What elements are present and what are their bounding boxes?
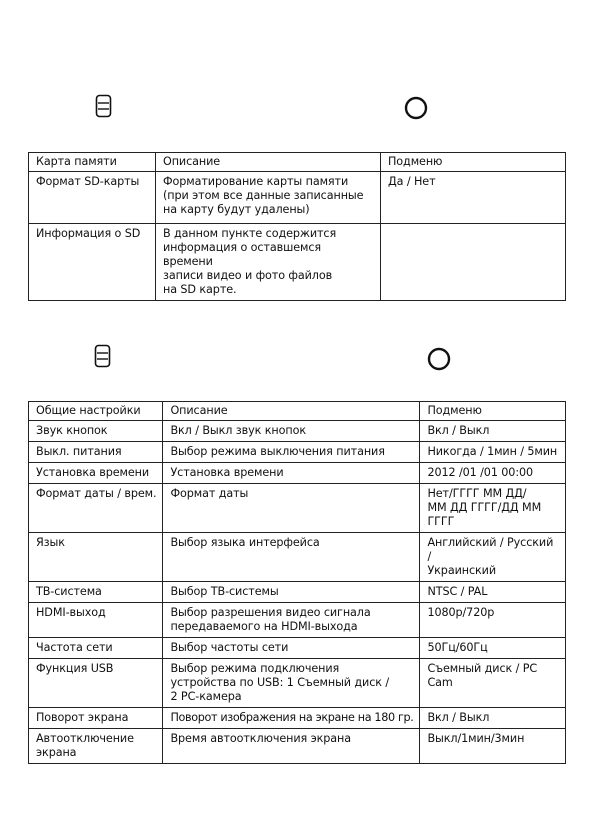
setting-name: Звук кнопок [29,421,163,442]
setting-description: Формат даты [163,484,420,533]
setting-description: Установка времени [163,463,420,484]
setting-options: Нет/ГГГГ ММ ДД/ ММ ДД ГГГГ/ДД ММ ГГГГ [420,484,566,533]
setting-options: 50Гц/60Гц [420,638,566,659]
setting-name: Формат даты / врем. [29,484,163,533]
setting-name: HDMI-выход [29,603,163,638]
setting-name: Информация о SD [29,224,156,301]
setting-name: ТВ-система [29,582,163,603]
setting-options: Вкл / Выкл [420,421,566,442]
setting-description: Форматирование карты памяти (при этом все данные записанные на карту будут удалены) [156,172,381,224]
setting-options: Выкл/1мин/3мин [420,729,566,764]
table-row [29,224,566,301]
setting-name: Автоотключение экрана [29,729,163,764]
column-header: Подменю [381,153,566,172]
table-row [29,603,566,638]
setting-name: Поворот экрана [29,708,163,729]
table-row [29,533,566,582]
setting-description: Выбор языка интерфейса [163,533,420,582]
column-header: Общие настройки [29,402,163,421]
table-row [29,659,566,708]
setting-options: Да / Нет [381,172,566,224]
setting-description: Поворот изображения на экране на 180 гр. [163,708,420,729]
setting-options [381,224,566,301]
setting-options: Никогда / 1мин / 5мин [420,442,566,463]
table-row [29,484,566,533]
setting-description: Выбор разрешения видео сигнала передаваемого на HDMI-выхода [163,603,420,638]
table-header-row [29,153,566,172]
memory-card-icon [94,344,111,368]
column-header: Описание [163,402,420,421]
table-row [29,582,566,603]
table-row [29,442,566,463]
record-button-icon [404,96,428,120]
setting-name: Язык [29,533,163,582]
setting-description: Выбор режима подключения устройства по USB: 1 Съемный диск / 2 PC-камера [163,659,420,708]
setting-description: Выбор частоты сети [163,638,420,659]
setting-name: Функция USB [29,659,163,708]
record-button-icon [427,347,451,371]
table-row [29,729,566,764]
table-row [29,638,566,659]
table-row [29,463,566,484]
table-row [29,421,566,442]
setting-options: Вкл / Выкл [420,708,566,729]
setting-description: Вкл / Выкл звук кнопок [163,421,420,442]
column-header: Подменю [420,402,566,421]
column-header: Описание [156,153,381,172]
setting-options: Английский / Русский / Украинский [420,533,566,582]
table-row [29,172,566,224]
setting-description: Выбор ТВ-системы [163,582,420,603]
setting-name: Установка времени [29,463,163,484]
setting-options: 2012 /01 /01 00:00 [420,463,566,484]
setting-options: 1080p/720p [420,603,566,638]
setting-name: Частота сети [29,638,163,659]
setting-description: В данном пункте содержится информация о оставшемся времени записи видео и фото файлов на SD карте. [156,224,381,301]
memory-card-icon [95,94,112,118]
table-row [29,708,566,729]
setting-description: Время автоотключения экрана [163,729,420,764]
column-header: Карта памяти [29,153,156,172]
setting-description: Выбор режима выключения питания [163,442,420,463]
table-header-row [29,402,566,421]
setting-options: Съемный диск / PC Cam [420,659,566,708]
memory-card-table [28,152,566,301]
setting-name: Формат SD-карты [29,172,156,224]
setting-options: NTSC / PAL [420,582,566,603]
setting-name: Выкл. питания [29,442,163,463]
general-settings-table [28,401,566,764]
